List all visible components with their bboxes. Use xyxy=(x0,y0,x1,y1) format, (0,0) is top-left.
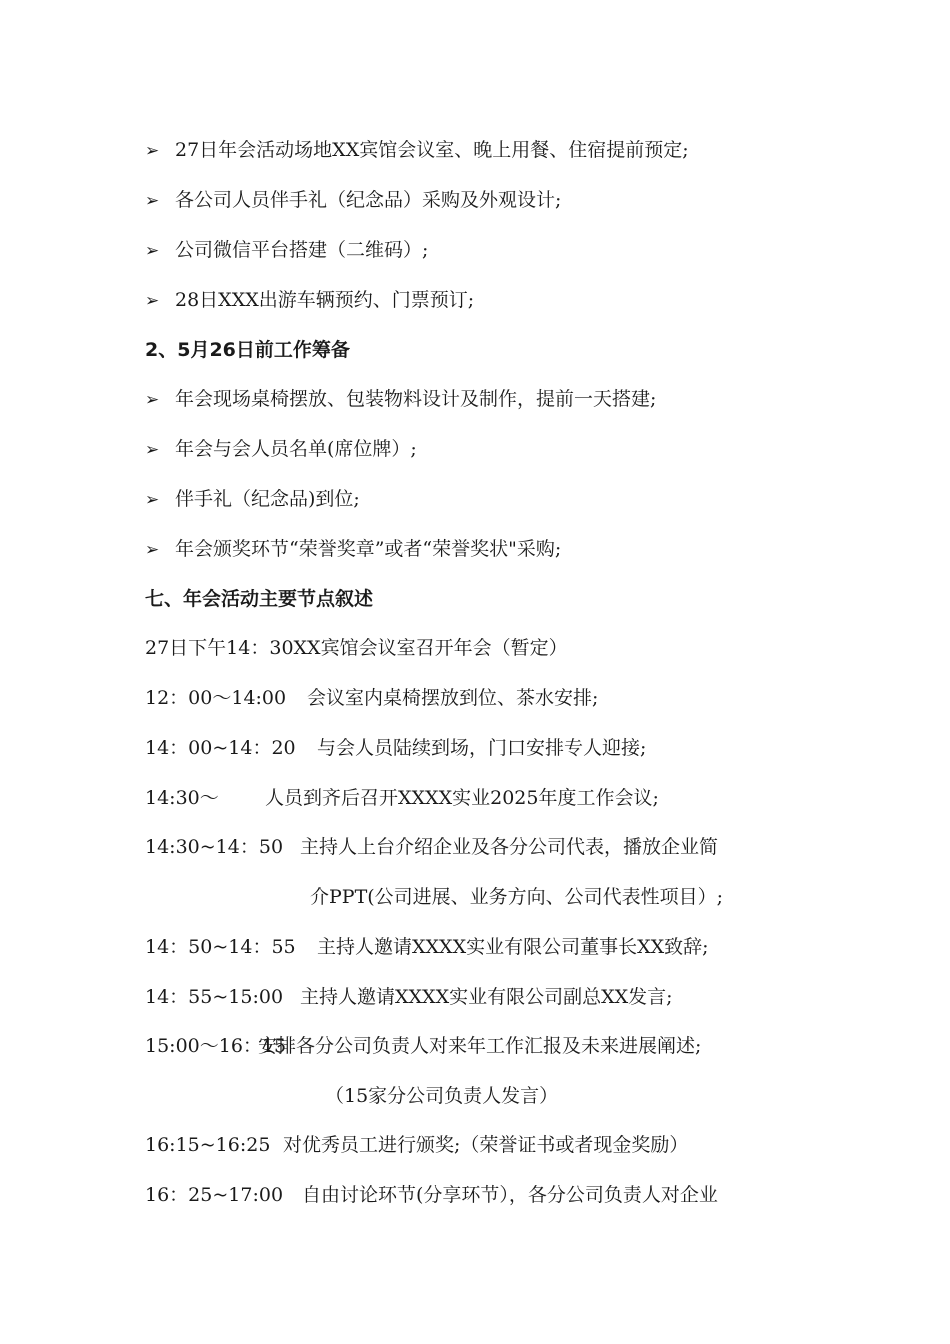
schedule-time: 14:30～ xyxy=(145,787,219,809)
schedule-text: 主持人邀请XXXX实业有限公司副总XX发言; xyxy=(300,986,673,1008)
schedule-row xyxy=(145,1033,701,1059)
bullet-item xyxy=(145,287,474,314)
bullet-text: 年会与会人员名单(席位牌）; xyxy=(175,438,417,460)
arrow-bullet-icon: ➢ xyxy=(145,191,160,211)
arrow-bullet-icon: ➢ xyxy=(145,440,160,460)
schedule-text: 主持人上台介绍企业及各分公司代表，播放企业简 xyxy=(300,836,719,858)
schedule-row xyxy=(145,735,646,761)
schedule-time: 14：50~14：55 xyxy=(145,936,296,958)
schedule-text: 自由讨论环节(分享环节），各分公司负责人对企业 xyxy=(302,1184,718,1206)
schedule-time: 14：55~15:00 xyxy=(145,986,284,1008)
bullet-item xyxy=(145,237,428,264)
arrow-bullet-icon: ➢ xyxy=(145,390,160,410)
schedule-row xyxy=(145,834,718,860)
bullet-text: 各公司人员伴手礼（纪念品）采购及外观设计; xyxy=(175,189,562,211)
bullet-text: 年会现场桌椅摆放、包装物料设计及制作，提前一天搭建; xyxy=(175,388,657,410)
arrow-bullet-icon: ➢ xyxy=(145,540,160,560)
bullet-item xyxy=(145,137,689,164)
bullet-item xyxy=(145,486,360,513)
schedule-time: 15:00～16：15 xyxy=(145,1035,287,1057)
arrow-bullet-icon: ➢ xyxy=(145,141,160,161)
arrow-bullet-icon: ➢ xyxy=(145,241,160,261)
schedule-row xyxy=(145,984,673,1010)
schedule-row xyxy=(145,1132,688,1158)
bullet-item xyxy=(145,187,561,214)
arrow-bullet-icon: ➢ xyxy=(145,490,160,510)
schedule-time: 16:15~16:25 xyxy=(145,1134,271,1156)
section-heading-2: 2、5月26日前工作筹备 xyxy=(145,339,350,361)
schedule-text: 会议室内桌椅摆放到位、茶水安排; xyxy=(307,687,599,709)
section-heading-7: 七、年会活动主要节点叙述 xyxy=(145,588,374,610)
bullet-text: 27日年会活动场地XX宾馆会议室、晚上用餐、住宿提前预定; xyxy=(175,139,689,161)
schedule-text: 与会人员陆续到场，门口安排专人迎接; xyxy=(317,737,647,759)
bullet-item xyxy=(145,536,561,563)
bullet-item xyxy=(145,386,656,413)
bullet-text: 伴手礼（纪念品)到位; xyxy=(175,488,360,510)
bullet-text: 28日XXX出游车辆预约、门票预订; xyxy=(175,289,475,311)
bullet-text: 公司微信平台搭建（二维码）; xyxy=(175,239,429,261)
schedule-time: 14：00~14：20 xyxy=(145,737,296,759)
schedule-continuation: 介PPT(公司进展、业务方向、公司代表性项目）; xyxy=(310,886,724,908)
schedule-row xyxy=(145,934,709,960)
schedule-intro: 27日下午14：30XX宾馆会议室召开年会（暂定） xyxy=(145,637,568,659)
bullet-text: 年会颁奖环节“荣誉奖章”或者“荣誉奖状"采购; xyxy=(175,538,562,560)
schedule-time: 16：25~17:00 xyxy=(145,1184,284,1206)
schedule-text: 安排各分公司负责人对来年工作汇报及未来进展阐述; xyxy=(258,1035,702,1057)
arrow-bullet-icon: ➢ xyxy=(145,291,160,311)
schedule-row xyxy=(145,685,598,711)
bullet-item xyxy=(145,436,417,463)
schedule-row xyxy=(145,1182,718,1208)
schedule-text: 人员到齐后召开XXXX实业2025年度工作会议; xyxy=(265,787,659,809)
schedule-time: 14:30~14：50 xyxy=(145,836,284,858)
schedule-continuation: （15家分公司负责人发言） xyxy=(325,1085,559,1107)
schedule-text: 对优秀员工进行颁奖;（荣誉证书或者现金奖励） xyxy=(283,1134,689,1156)
schedule-time: 12：00～14:00 xyxy=(145,687,287,709)
schedule-text: 主持人邀请XXXX实业有限公司董事长XX致辞; xyxy=(317,936,709,958)
schedule-row xyxy=(145,785,659,811)
